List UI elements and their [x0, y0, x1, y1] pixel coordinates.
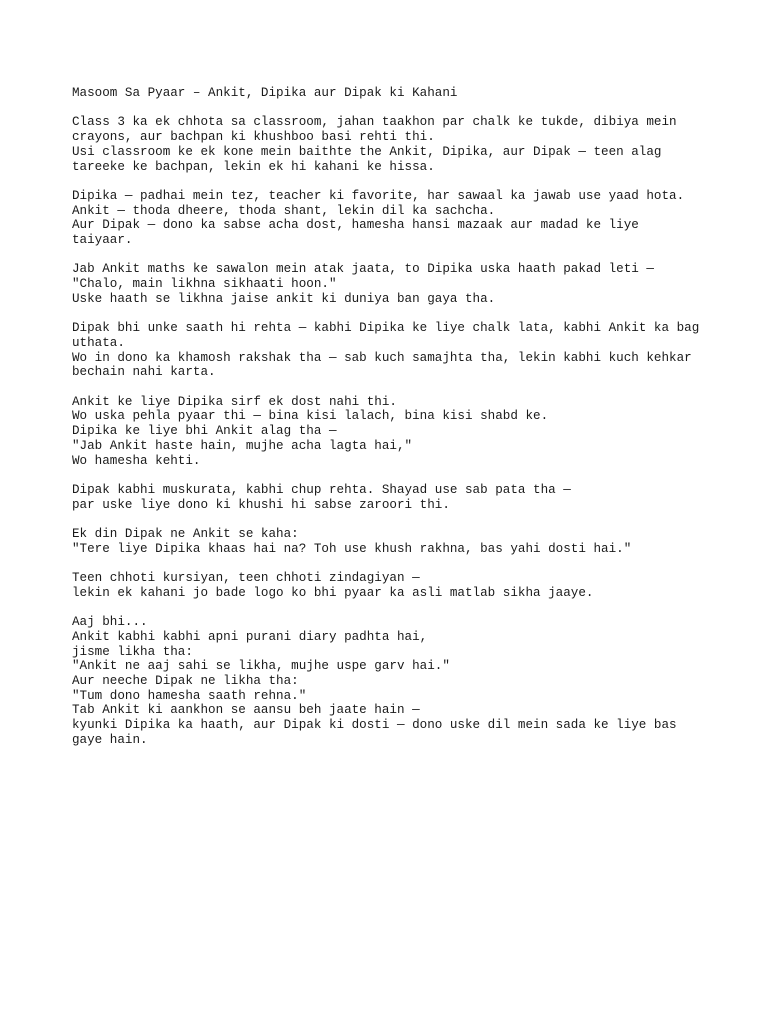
- paragraph-first-love: [72, 395, 712, 469]
- paragraph-characters: [72, 189, 712, 248]
- text-line: Masoom Sa Pyaar – Ankit, Dipika aur Dipak ki Kahani: [72, 86, 458, 100]
- text-line: Dipak bhi unke saath hi rehta — kabhi Dipika ke liye chalk lata, kabhi Ankit ka bag: [72, 321, 700, 336]
- text-line: Dipak kabhi muskurata, kabhi chup rehta. Shayad use sab pata tha —: [72, 482, 571, 497]
- text-line: Teen chhoti kursiyan, teen chhoti zindagiyan —: [72, 571, 420, 586]
- text-line: Ankit kabhi kabhi apni purani diary padhta hai,: [72, 629, 428, 644]
- paragraph-today: [72, 615, 712, 747]
- text-line: Dipika ke liye bhi Ankit alag tha —: [72, 424, 337, 439]
- paragraph-maths: [72, 262, 712, 306]
- text-line: par uske liye dono ki khushi hi sabse zaroori thi.: [72, 497, 450, 512]
- text-line: Dipika — padhai mein tez, teacher ki favorite, har sawaal ka jawab use yaad hota.: [72, 188, 685, 203]
- paragraph-dipak-knows: [72, 483, 712, 512]
- paragraph-dipak-says: [72, 527, 712, 556]
- text-line: kyunki Dipika ka haath, aur Dipak ki dosti — dono uske dil mein sada ke liye bas: [72, 718, 677, 733]
- text-line: Aur Dipak — dono ka sabse acha dost, hamesha hansi mazaak aur madad ke liye: [72, 218, 639, 233]
- text-line: tareeke ke bachpan, lekin ek hi kahani ke hissa.: [72, 159, 435, 174]
- text-line: Ankit ke liye Dipika sirf ek dost nahi thi.: [72, 394, 397, 409]
- text-line: Tab Ankit ki aankhon se aansu beh jaate hain —: [72, 703, 420, 718]
- text-line: Aaj bhi...: [72, 615, 148, 630]
- paragraph-classroom: [72, 115, 712, 174]
- text-line: Uske haath se likhna jaise ankit ki duniya ban gaya tha.: [72, 291, 496, 306]
- document-page: [72, 86, 712, 762]
- text-line: Ankit — thoda dheere, thoda shant, lekin dil ka sachcha.: [72, 203, 496, 218]
- text-line: jisme likha tha:: [72, 644, 193, 659]
- text-line: "Tere liye Dipika khaas hai na? Toh use khush rakhna, bas yahi dosti hai.": [72, 541, 632, 556]
- text-line: "Jab Ankit haste hain, mujhe acha lagta hai,": [72, 438, 413, 453]
- text-line: crayons, aur bachpan ki khushboo basi rehti thi.: [72, 130, 435, 145]
- paragraph-three-chairs: [72, 571, 712, 600]
- text-line: "Chalo, main likhna sikhaati hoon.": [72, 277, 337, 292]
- text-line: Aur neeche Dipak ne likha tha:: [72, 673, 299, 688]
- text-line: Usi classroom ke ek kone mein baithte the Ankit, Dipika, aur Dipak — teen alag: [72, 144, 662, 159]
- text-line: Ek din Dipak ne Ankit se kaha:: [72, 526, 299, 541]
- text-line: bechain nahi karta.: [72, 365, 216, 380]
- text-line: taiyaar.: [72, 233, 133, 247]
- text-line: "Tum dono hamesha saath rehna.": [72, 688, 307, 703]
- text-line: Class 3 ka ek chhota sa classroom, jahan taakhon par chalk ke tukde, dibiya mein: [72, 115, 677, 130]
- text-line: Wo hamesha kehti.: [72, 453, 201, 468]
- text-line: "Ankit ne aaj sahi se likha, mujhe uspe garv hai.": [72, 659, 450, 674]
- text-line: gaye hain.: [72, 732, 148, 747]
- story-title: [72, 86, 712, 101]
- paragraph-dipak: [72, 321, 712, 380]
- text-line: Jab Ankit maths ke sawalon mein atak jaata, to Dipika uska haath pakad leti —: [72, 262, 654, 277]
- text-line: uthata.: [72, 335, 125, 350]
- text-line: lekin ek kahani jo bade logo ko bhi pyaar ka asli matlab sikha jaaye.: [72, 585, 594, 600]
- text-line: Wo uska pehla pyaar thi — bina kisi lalach, bina kisi shabd ke.: [72, 409, 549, 424]
- text-line: Wo in dono ka khamosh rakshak tha — sab kuch samajhta tha, lekin kabhi kuch kehkar: [72, 350, 692, 365]
